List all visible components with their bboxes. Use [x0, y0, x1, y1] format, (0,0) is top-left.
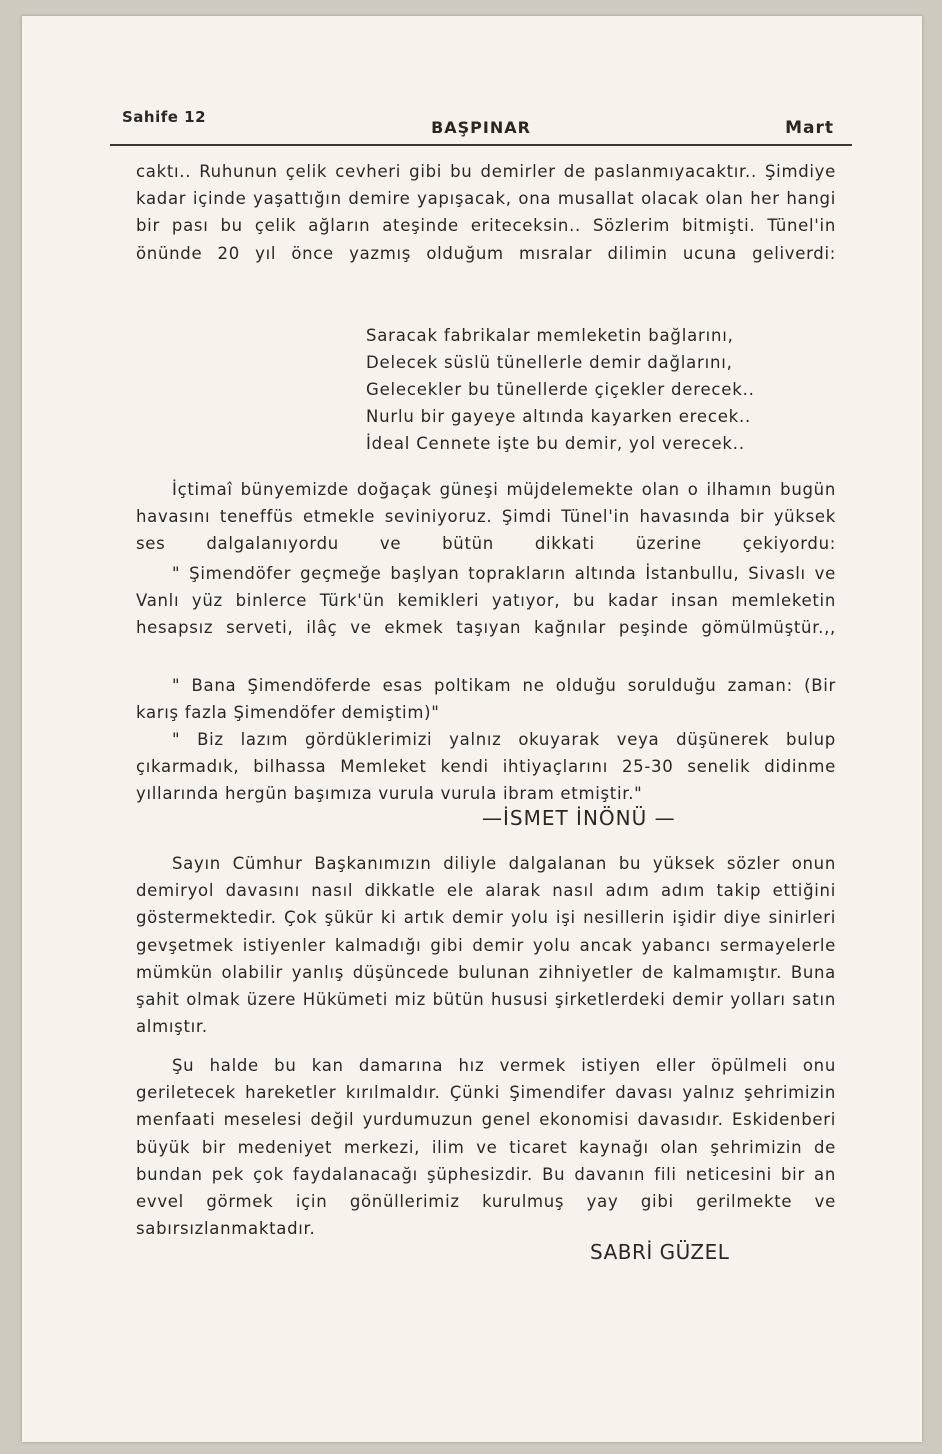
paragraph-intro: caktı.. Ruhunun çelik cevheri gibi bu demirler de paslanmıyacaktır.. Şimdiye kadar içinde yaşattığın demire yapışacak, ona musallat olacak olan her hangi bir pası bu çelik ağların ateşinde eriteceksin.. Sözlerim bitmişti. Tünel'in önünde 20 yıl önce yazmış olduğum mısralar dilimin ucuna geliverdi: [136, 162, 836, 263]
article-author: SABRİ GÜZEL [590, 1240, 730, 1264]
poem-line: Gelecekler bu tünellerde çiçekler derecek.. [366, 380, 755, 399]
poem-line: Saracak fabrikalar memleketin bağlarını, [366, 326, 734, 345]
paragraph-social: İçtimaî bünyemizde doğaçak güneşi müjdelemekte olan o ilhamın bugün havasını teneffüs etmekle seviniyoruz. Şimdi Tünel'in havasında bir yüksek ses dalgalanıyordu ve bütün dikkati üzerine çekiyordu: [136, 480, 836, 554]
poem-line: Delecek süslü tünellerle demir dağlarını, [366, 353, 733, 372]
page-header [110, 104, 852, 146]
quote-railway-soil: " Şimendöfer geçmeğe başlyan toprakların altında İstanbullu, Sivaslı ve Vanlı yüz binlerce Türk'ün kemikleri yatıyor, bu kadar insan memleketin hesapsız serveti, ilâç ve ekmek taşıyan kağnılar peşinde gömülmüştür.,, [136, 564, 836, 638]
paragraph-conclusion: Şu halde bu kan damarına hız vermek istiyen eller öpülmeli onu geriletecek hareketler kırılmaldır. Çünki Şimendifer davası yalnız şehrimizin menfaati meselesi değil yurdumuzun genel ekonomisi davasıdır. Eskidenberi büyük bir medeniyet merkezi, ilim ve ticaret kaynağı olan şehrimizin de bundan pek çok faydalanacağı şüphesizdir. Bu davanın fili neticesini bir an evvel görmek için gönüllerimiz kurulmuş yay gibi gerilmekte ve sabırsızlanmaktadır. [136, 1056, 836, 1239]
quote-needs: " Biz lazım gördüklerimizi yalnız okuyarak veya düşünerek bulup çıkarmadık, bilhassa Memleket kendi ihtiyaçlarını 25-30 senelik didinme yıllarında hergün başımıza vurula vurula ibram etmiştir." [136, 730, 836, 804]
poem-line: İdeal Cennete işte bu demir, yol verecek.. [366, 434, 745, 453]
poem [366, 322, 755, 457]
paragraph-president: Sayın Cümhur Başkanımızın diliyle dalgalanan bu yüksek sözler onun demiryol davasını nasıl dikkatle ele alarak nasıl adım adım takip ettiğini göstermektedir. Çok şükür ki artık demir yolu işi nesillerin işidir diye sinirleri gevşetmek istiyenler kalmadığı gibi demir yolu ancak yabancı sermayelerle mümkün olabilir yanlış düşüncede bulunan zihniyetler de kalmamıştır. Buna şahit olmak üzere Hükümeti miz bütün hususi şirketlerdeki demir yolları satın almıştır. [136, 854, 836, 1037]
quote-signature: —İSMET İNÖNÜ — [482, 806, 676, 830]
issue-month: Mart [785, 118, 834, 138]
poem-line: Nurlu bir gayeye altında kayarken erecek.. [366, 407, 752, 426]
quote-railway-policy: " Bana Şimendöferde esas poltikam ne olduğu sorulduğu zaman: (Bir karış fazla Şimendöfer demiştim)" [136, 676, 836, 723]
page-number: Sahife 12 [122, 108, 207, 126]
magazine-title: BAŞPINAR [431, 118, 531, 137]
